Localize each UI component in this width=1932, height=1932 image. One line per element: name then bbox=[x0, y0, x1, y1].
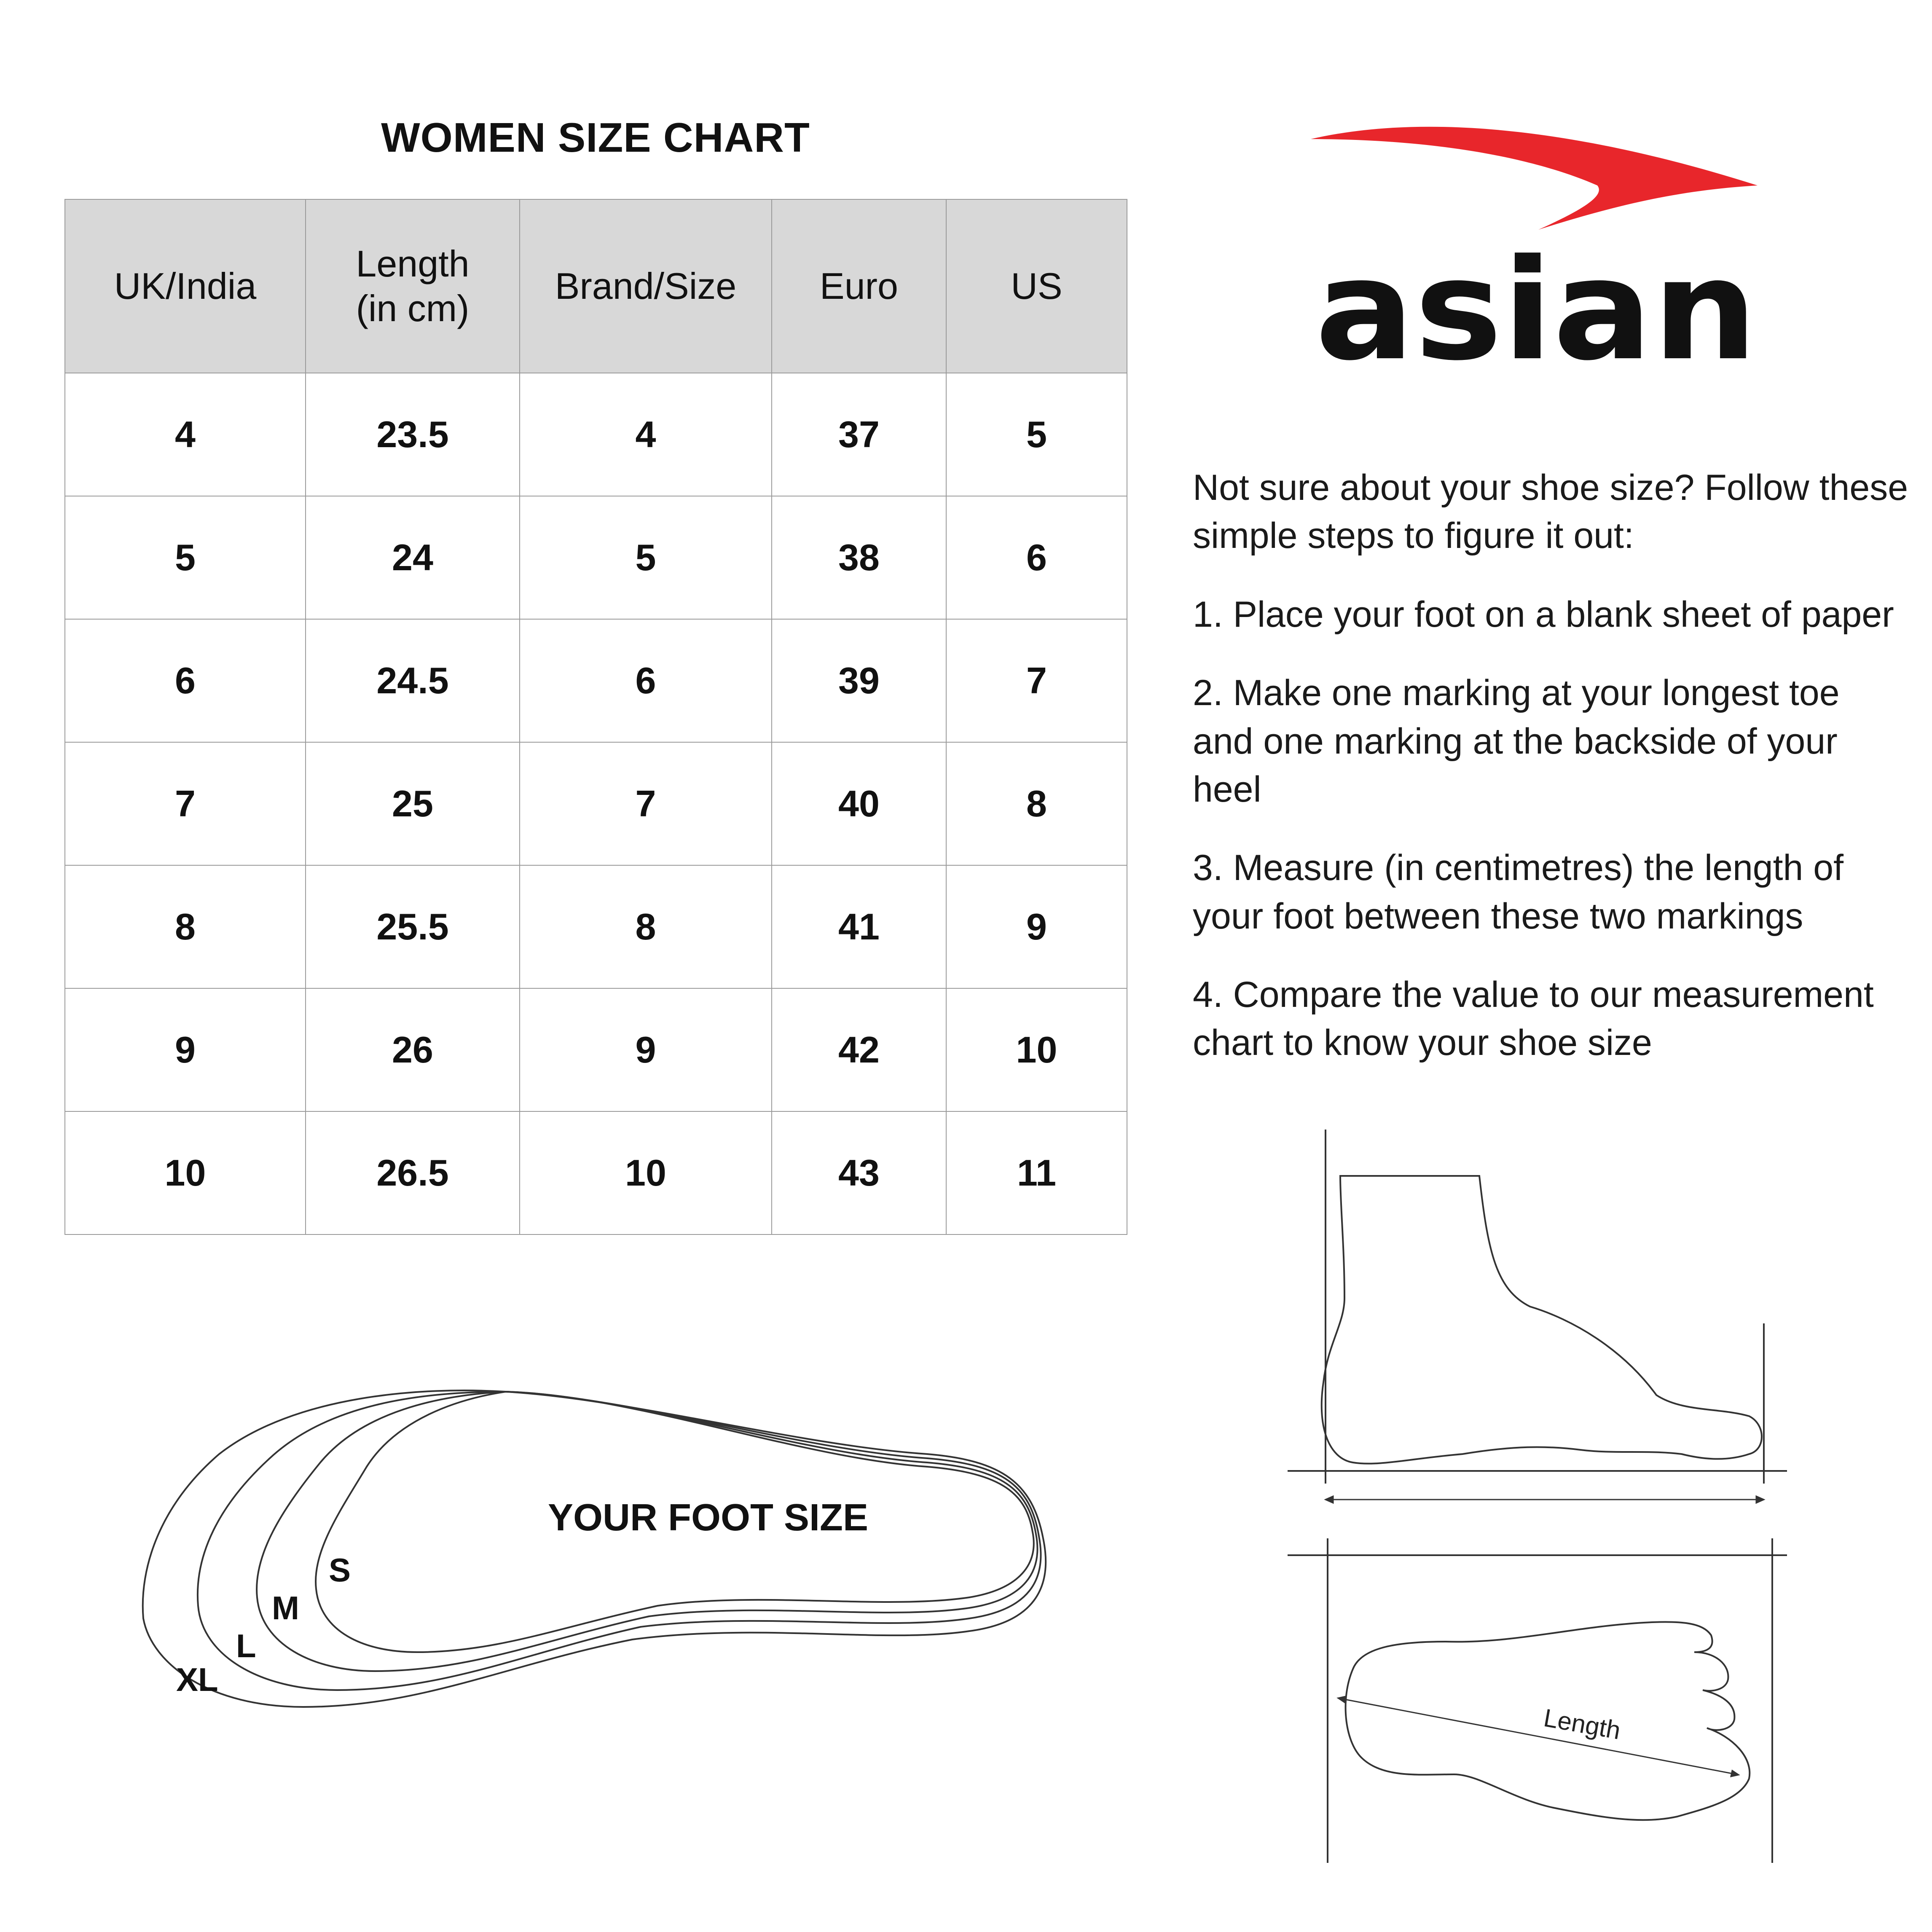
instructions-intro: Not sure about your shoe size? Follow these simple steps to figure it out: bbox=[1193, 467, 1908, 556]
cell-euro: 39 bbox=[772, 619, 946, 742]
cell-length: 23.5 bbox=[306, 373, 520, 496]
cell-uk-india: 10 bbox=[65, 1111, 306, 1234]
cell-length: 24 bbox=[306, 496, 520, 619]
cell-uk-india: 5 bbox=[65, 496, 306, 619]
cell-length: 24.5 bbox=[306, 619, 520, 742]
cell-brand-size: 8 bbox=[520, 865, 772, 988]
header-uk-india: UK/India bbox=[65, 199, 306, 373]
cell-uk-india: 6 bbox=[65, 619, 306, 742]
cell-us: 6 bbox=[946, 496, 1127, 619]
table-row bbox=[65, 619, 1127, 742]
cell-us: 5 bbox=[946, 373, 1127, 496]
header-euro: Euro bbox=[772, 199, 946, 373]
cell-length: 25.5 bbox=[306, 865, 520, 988]
cell-uk-india: 9 bbox=[65, 988, 306, 1111]
table-row bbox=[65, 1111, 1127, 1234]
cell-euro: 43 bbox=[772, 1111, 946, 1234]
cell-length: 26.5 bbox=[306, 1111, 520, 1234]
asian-logo bbox=[1311, 122, 1762, 367]
cell-length: 25 bbox=[306, 742, 520, 865]
size-label-m: M bbox=[272, 1589, 299, 1626]
cell-euro: 42 bbox=[772, 988, 946, 1111]
instruction-step: 3. Measure (in centimetres) the length of your foot between these two markings bbox=[1193, 848, 1843, 936]
header-brand-size: Brand/Size bbox=[520, 199, 772, 373]
length-label: Length bbox=[1541, 1703, 1623, 1745]
cell-uk-india: 7 bbox=[65, 742, 306, 865]
foot-outline-icon bbox=[126, 1370, 1096, 1749]
logo-wordmark: asian bbox=[1315, 229, 1758, 367]
cell-length: 26 bbox=[306, 988, 520, 1111]
instruction-step: 4. Compare the value to our measurement chart to know your shoe size bbox=[1193, 974, 1874, 1063]
size-label-s: S bbox=[329, 1551, 351, 1589]
size-label-l: L bbox=[236, 1627, 256, 1664]
outline-l bbox=[198, 1392, 1041, 1690]
cell-us: 9 bbox=[946, 865, 1127, 988]
cell-us: 8 bbox=[946, 742, 1127, 865]
instruction-step: 1. Place your foot on a blank sheet of paper bbox=[1193, 594, 1894, 635]
instruction-step: 2. Make one marking at your longest toe and one marking at the backside of your heel bbox=[1193, 673, 1840, 810]
header-us: US bbox=[946, 199, 1127, 373]
cell-us: 10 bbox=[946, 988, 1127, 1111]
header-length: Length (in cm) bbox=[306, 199, 520, 373]
size-label-xl: XL bbox=[176, 1661, 218, 1698]
size-table bbox=[64, 199, 1127, 1235]
foot-size-title: YOUR FOOT SIZE bbox=[548, 1497, 869, 1539]
cell-uk-india: 4 bbox=[65, 373, 306, 496]
foot-side-view-icon bbox=[1277, 1121, 1795, 1513]
cell-uk-india: 8 bbox=[65, 865, 306, 988]
cell-brand-size: 4 bbox=[520, 373, 772, 496]
table-row bbox=[65, 988, 1127, 1111]
cell-brand-size: 10 bbox=[520, 1111, 772, 1234]
table-row bbox=[65, 865, 1127, 988]
cell-euro: 41 bbox=[772, 865, 946, 988]
cell-brand-size: 9 bbox=[520, 988, 772, 1111]
chart-title: WOMEN SIZE CHART bbox=[381, 114, 810, 161]
table-row bbox=[65, 496, 1127, 619]
cell-brand-size: 7 bbox=[520, 742, 772, 865]
table-header-row bbox=[65, 199, 1127, 373]
outline-xl bbox=[143, 1390, 1046, 1707]
cell-us: 11 bbox=[946, 1111, 1127, 1234]
cell-brand-size: 5 bbox=[520, 496, 772, 619]
cell-euro: 38 bbox=[772, 496, 946, 619]
cell-us: 7 bbox=[946, 619, 1127, 742]
cell-euro: 40 bbox=[772, 742, 946, 865]
foot-top-view-icon bbox=[1277, 1538, 1795, 1863]
logo-swoosh-icon bbox=[1311, 127, 1758, 230]
cell-brand-size: 6 bbox=[520, 619, 772, 742]
instructions bbox=[1193, 464, 1909, 1097]
foot-size-diagram bbox=[126, 1370, 1096, 1749]
cell-euro: 37 bbox=[772, 373, 946, 496]
table-row bbox=[65, 742, 1127, 865]
table-row bbox=[65, 373, 1127, 496]
